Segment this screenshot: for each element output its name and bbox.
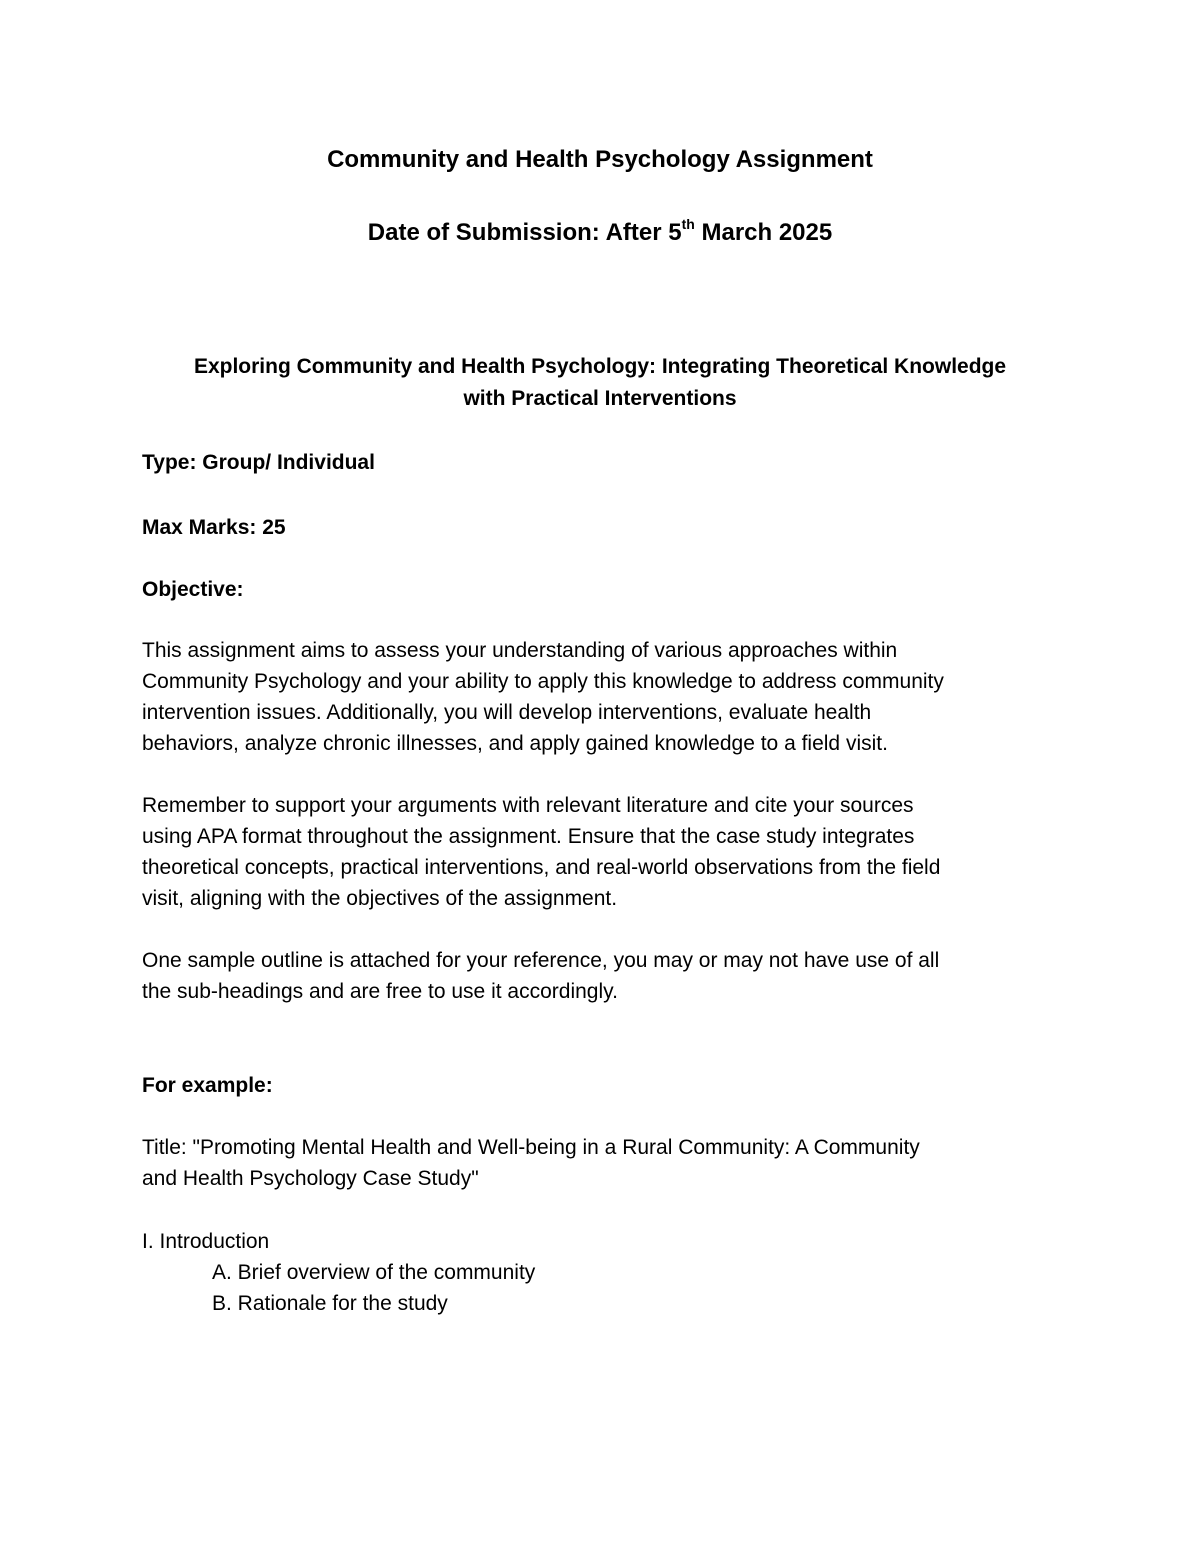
- example-heading: For example:: [142, 1074, 273, 1097]
- topic-line-1: Exploring Community and Health Psychology: Integrating Theoretical Knowledge: [193, 355, 1007, 378]
- outline-section: I. Introduction: [142, 1230, 270, 1253]
- paragraph3-line: One sample outline is attached for your reference, you may or may not have use of all: [142, 949, 940, 972]
- paragraph1-line: behaviors, analyze chronic illnesses, and apply gained knowledge to a field visit.: [142, 732, 888, 755]
- paragraph1-line: This assignment aims to assess your understanding of various approaches within: [142, 639, 898, 662]
- outline-item: B. Rationale for the study: [212, 1292, 448, 1315]
- outline-item: A. Brief overview of the community: [212, 1261, 536, 1284]
- example-title-line: and Health Psychology Case Study": [142, 1167, 479, 1190]
- assignment-type: Type: Group/ Individual: [142, 451, 375, 474]
- topic-line-2: with Practical Interventions: [463, 387, 737, 410]
- paragraph2-line: visit, aligning with the objectives of the assignment.: [142, 887, 618, 910]
- paragraph1-line: intervention issues. Additionally, you will develop interventions, evaluate health: [142, 701, 872, 724]
- document-title: Community and Health Psychology Assignment: [327, 146, 873, 173]
- submission-date-suffix: March 2025: [694, 219, 833, 246]
- objective-heading: Objective:: [142, 578, 244, 601]
- submission-date-sup: th: [681, 216, 695, 232]
- max-marks: Max Marks: 25: [142, 516, 286, 539]
- submission-date: [0, 216, 1200, 247]
- submission-date-prefix: Date of Submission: After 5: [367, 219, 682, 246]
- paragraph1-line: Community Psychology and your ability to apply this knowledge to address community: [142, 670, 944, 693]
- example-title-line: Title: "Promoting Mental Health and Well-being in a Rural Community: A Community: [142, 1136, 920, 1159]
- paragraph2-line: theoretical concepts, practical interventions, and real-world observations from the field: [142, 856, 941, 879]
- paragraph2-line: using APA format throughout the assignment. Ensure that the case study integrates: [142, 825, 915, 848]
- paragraph3-line: the sub-headings and are free to use it accordingly.: [142, 980, 618, 1003]
- paragraph2-line: Remember to support your arguments with relevant literature and cite your sources: [142, 794, 914, 817]
